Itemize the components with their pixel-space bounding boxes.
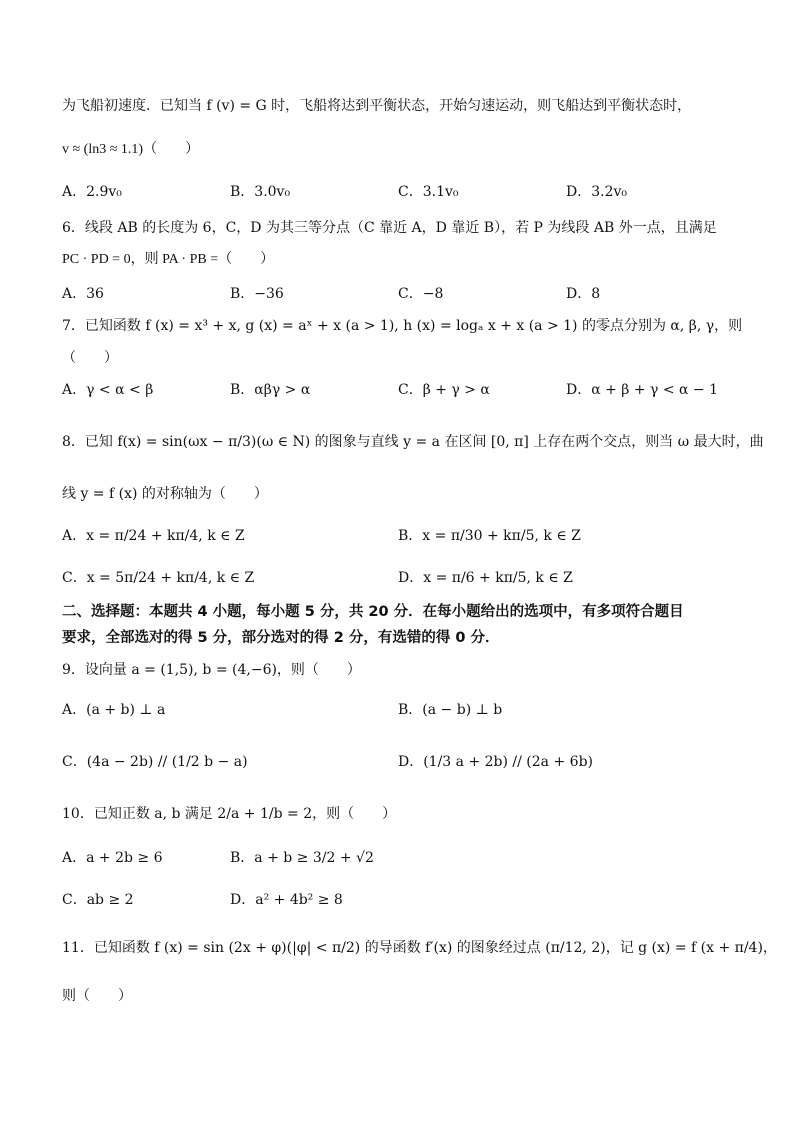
q10-option-c[interactable]: C．ab ≥ 2 <box>62 892 134 908</box>
q5-option-b[interactable]: B．3.0v₀ <box>230 184 291 200</box>
q7-option-b[interactable]: B．αβγ > α <box>230 382 311 398</box>
q8-option-a[interactable]: A．x = π/24 + kπ/4, k ∈ Z <box>62 528 245 544</box>
question-7-stem: 7．已知函数 f (x) = x³ + x, g (x) = aˣ + x (a > 1), h (x) = logₐ x + x (a > 1) 的零点分别为 α, β, γ，则 <box>62 318 743 334</box>
q7-option-d[interactable]: D．α + β + γ < α − 1 <box>566 382 719 398</box>
q5-option-d[interactable]: D．3.2v₀ <box>566 184 628 200</box>
section-2-heading: 二、选择题：本题共 4 小题，每小题 5 分，共 20 分．在每小题给出的选项中，有多项符合题目 <box>62 604 684 620</box>
q5-option-a[interactable]: A．2.9v₀ <box>62 184 122 200</box>
q7-option-c[interactable]: C．β + γ > α <box>398 382 490 398</box>
q10-option-d[interactable]: D．a² + 4b² ≥ 8 <box>230 892 343 908</box>
q6-option-c[interactable]: C．−8 <box>398 286 444 302</box>
question-8-stem: 8．已知 f(x) = sin(ωx − π/3)(ω ∈ N) 的图象与直线 y = a 在区间 [0, π] 上存在两个交点，则当 ω 最大时，曲 <box>62 434 764 450</box>
question-11-stem-cont: 则（ ） <box>62 988 132 1004</box>
q5-option-c[interactable]: C．3.1v₀ <box>398 184 459 200</box>
question-11-stem: 11．已知函数 f (x) = sin (2x + φ)(|φ| < π/2) 的导函数 f′(x) 的图象经过点 (π/12, 2)，记 g (x) = f (x + π/4)， <box>62 940 777 956</box>
q9-option-c[interactable]: C．(4a − 2b) // (1/2 b − a) <box>62 754 248 770</box>
q8-option-c[interactable]: C．x = 5π/24 + kπ/4, k ∈ Z <box>62 570 255 586</box>
question-9-stem: 9．设向量 a = (1,5), b = (4,−6)，则（ ） <box>62 662 361 678</box>
q10-option-a[interactable]: A．a + 2b ≥ 6 <box>62 850 163 866</box>
q8-option-d[interactable]: D．x = π/6 + kπ/5, k ∈ Z <box>398 570 573 586</box>
question-7-stem-cont: （ ） <box>62 350 118 366</box>
q9-option-b[interactable]: B．(a − b) ⊥ b <box>398 702 503 718</box>
question-5-stem: 为飞船初速度．已知当 f (v) = G 时，飞船将达到平衡状态，开始匀速运动，则飞船达到平衡状态时， <box>62 98 692 114</box>
q7-option-a[interactable]: A．γ < α < β <box>62 382 154 398</box>
question-6-stem-cont: PC · PD = 0，则 PA · PB =（ ） <box>62 252 275 267</box>
question-8-stem-cont: 线 y = f (x) 的对称轴为（ ） <box>62 486 268 502</box>
q6-option-a[interactable]: A．36 <box>62 286 104 302</box>
q6-option-d[interactable]: D．8 <box>566 286 601 302</box>
q8-option-b[interactable]: B．x = π/30 + kπ/5, k ∈ Z <box>398 528 581 544</box>
question-6-stem: 6．线段 AB 的长度为 6，C，D 为其三等分点（C 靠近 A，D 靠近 B），若 P 为线段 AB 外一点，且满足 <box>62 220 717 236</box>
q9-option-a[interactable]: A．(a + b) ⊥ a <box>62 702 166 718</box>
q6-option-b[interactable]: B．−36 <box>230 286 284 302</box>
question-10-stem: 10．已知正数 a, b 满足 2/a + 1/b = 2，则（ ） <box>62 806 397 822</box>
q9-option-d[interactable]: D．(1/3 a + 2b) // (2a + 6b) <box>398 754 593 770</box>
q10-option-b[interactable]: B．a + b ≥ 3/2 + √2 <box>230 850 374 866</box>
section-2-heading-cont: 要求，全部选对的得 5 分，部分选对的得 2 分，有选错的得 0 分． <box>62 630 500 646</box>
question-5-stem-cont: v ≈ (ln3 ≈ 1.1)（ ） <box>62 142 200 157</box>
